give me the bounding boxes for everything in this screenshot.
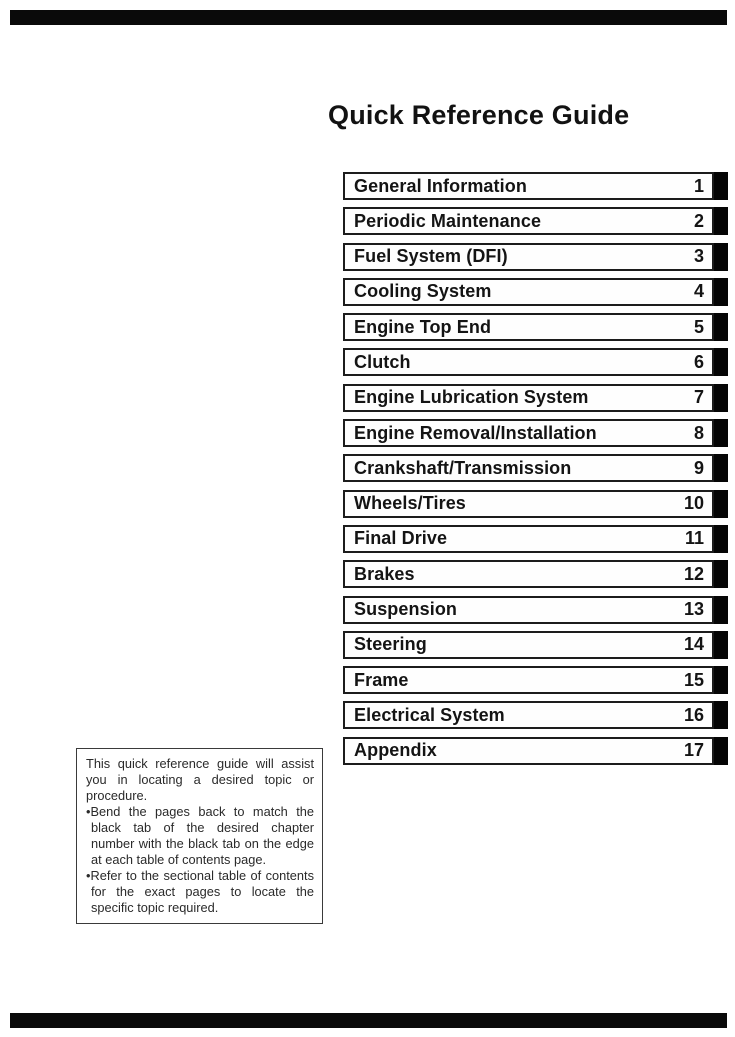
chapter-index-tab [714,525,728,553]
chapter-row [343,666,728,694]
note-bullet-2: •Refer to the sectional table of contents for the exact pages to locate the specific topic required. [86,868,314,915]
chapter-index-tab [714,419,728,447]
chapter-box [343,560,714,588]
chapter-box [343,384,714,412]
chapter-number: 14 [683,634,704,655]
chapter-list [343,172,728,772]
chapter-box [343,313,714,341]
chapter-number: 11 [684,528,704,549]
chapter-box [343,172,714,200]
chapter-number: 3 [693,246,704,267]
chapter-box [343,737,714,765]
chapter-index-tab [714,384,728,412]
chapter-label: Wheels/Tires [354,493,466,514]
chapter-label: Engine Top End [354,316,492,337]
chapter-row [343,419,728,447]
bullet-icon: • [86,804,91,819]
page-title: Quick Reference Guide [328,100,630,131]
chapter-row [343,631,728,659]
bullet-icon: • [86,868,91,883]
chapter-index-tab [714,737,728,765]
chapter-number: 1 [693,175,704,196]
chapter-number: 8 [693,422,704,443]
chapter-number: 10 [683,493,704,514]
chapter-box [343,490,714,518]
chapter-index-tab [714,454,728,482]
chapter-label: Brakes [354,563,415,584]
chapter-box [343,419,714,447]
chapter-number: 12 [683,563,704,584]
chapter-number: 13 [683,599,704,620]
chapter-label: Fuel System (DFI) [354,246,508,267]
chapter-index-tab [714,560,728,588]
chapter-number: 2 [693,210,704,231]
chapter-label: Engine Removal/Installation [354,422,597,443]
chapter-index-tab [714,243,728,271]
chapter-label: Final Drive [354,528,448,549]
chapter-label: Clutch [354,351,411,372]
chapter-number: 7 [693,387,704,408]
chapter-index-tab [714,666,728,694]
chapter-index-tab [714,172,728,200]
chapter-index-tab [714,701,728,729]
chapter-row [343,454,728,482]
chapter-label: Frame [354,669,409,690]
bottom-edge-bar [10,1013,727,1028]
note-bullet-1: •Bend the pages back to match the black tab of the desired chapter number with the black tab on the edge at each table of contents page. [86,804,314,867]
chapter-box [343,701,714,729]
chapter-row [343,560,728,588]
chapter-index-tab [714,313,728,341]
chapter-label: Steering [354,634,427,655]
note-intro: This quick reference guide will assist you in locating a desired topic or procedure. [86,756,314,803]
chapter-box [343,596,714,624]
chapter-number: 6 [693,351,704,372]
chapter-number: 5 [693,316,704,337]
chapter-row [343,313,728,341]
chapter-row [343,243,728,271]
chapter-number: 4 [693,281,704,302]
chapter-number: 15 [683,669,704,690]
chapter-row [343,596,728,624]
usage-note-box [76,748,323,924]
top-edge-bar [10,10,727,25]
chapter-row [343,384,728,412]
chapter-row [343,278,728,306]
chapter-label: Appendix [354,740,437,761]
chapter-number: 17 [683,740,704,761]
chapter-index-tab [714,490,728,518]
chapter-index-tab [714,278,728,306]
chapter-row [343,525,728,553]
chapter-row [343,172,728,200]
chapter-index-tab [714,596,728,624]
chapter-label: Periodic Maintenance [354,210,542,231]
chapter-label: Cooling System [354,281,492,302]
chapter-box [343,243,714,271]
chapter-box [343,207,714,235]
chapter-label: Crankshaft/Transmission [354,457,572,478]
chapter-label: Electrical System [354,704,505,725]
chapter-label: General Information [354,175,527,196]
chapter-row [343,701,728,729]
chapter-box [343,525,714,553]
chapter-box [343,631,714,659]
chapter-number: 9 [693,457,704,478]
chapter-number: 16 [683,704,704,725]
chapter-label: Engine Lubrication System [354,387,589,408]
chapter-box [343,454,714,482]
chapter-box [343,348,714,376]
chapter-box [343,666,714,694]
chapter-row [343,207,728,235]
chapter-box [343,278,714,306]
chapter-index-tab [714,207,728,235]
chapter-row [343,737,728,765]
chapter-row [343,490,728,518]
chapter-row [343,348,728,376]
chapter-label: Suspension [354,599,458,620]
chapter-index-tab [714,631,728,659]
chapter-index-tab [714,348,728,376]
